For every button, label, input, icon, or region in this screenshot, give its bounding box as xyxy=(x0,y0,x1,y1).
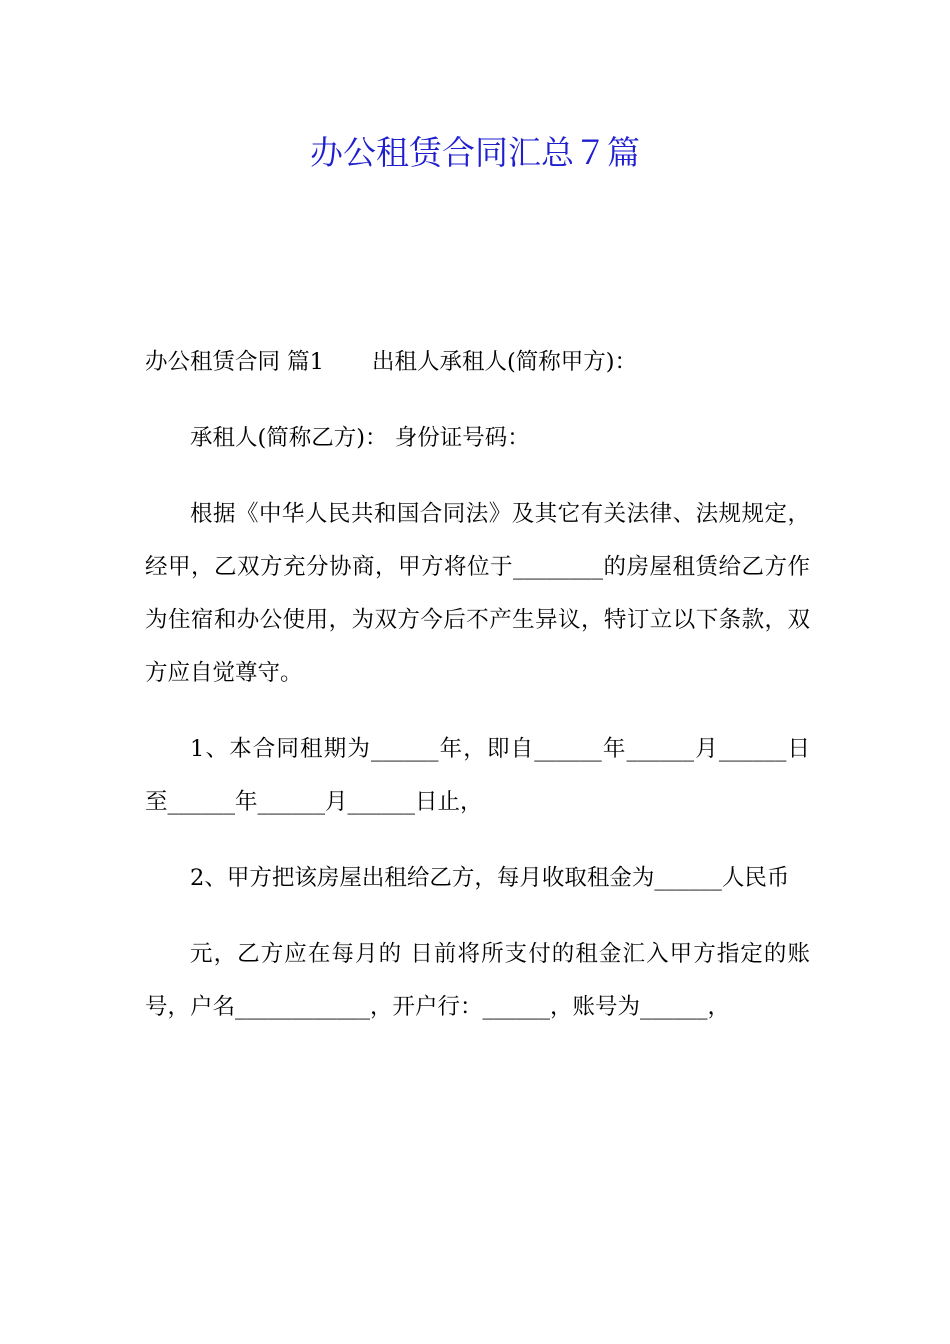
paragraph-rent: 2、甲方把该房屋出租给乙方，每月收取租金为______人民币 xyxy=(190,865,790,891)
paragraph-term: 1、本合同租期为______年，即自______年______月______日至______年______月______日止， xyxy=(145,736,810,815)
contract-part-label: 办公租赁合同 篇1 xyxy=(145,349,324,375)
paragraph-contract-heading xyxy=(145,336,810,389)
paragraph-payment: 元，乙方应在每月的 日前将所支付的租金汇入甲方指定的账号，户名____________，开户行：______，账号为______， xyxy=(145,941,810,1020)
paragraph-lessee: 承租人(简称乙方)： 身份证号码： xyxy=(190,425,530,451)
document-body xyxy=(145,336,810,1057)
document-title: 办公租赁合同汇总７篇 xyxy=(310,133,640,172)
paragraph-basis: 根据《中华人民共和国合同法》及其它有关法律、法规规定，经甲，乙双方充分协商，甲方将位于________的房屋租赁给乙方作为住宿和办公使用，为双方今后不产生异议，特订立以下条款，双方应自觉尊守。 xyxy=(145,501,810,686)
lessor-label: 出租人承租人(简称甲方)： xyxy=(371,349,638,375)
